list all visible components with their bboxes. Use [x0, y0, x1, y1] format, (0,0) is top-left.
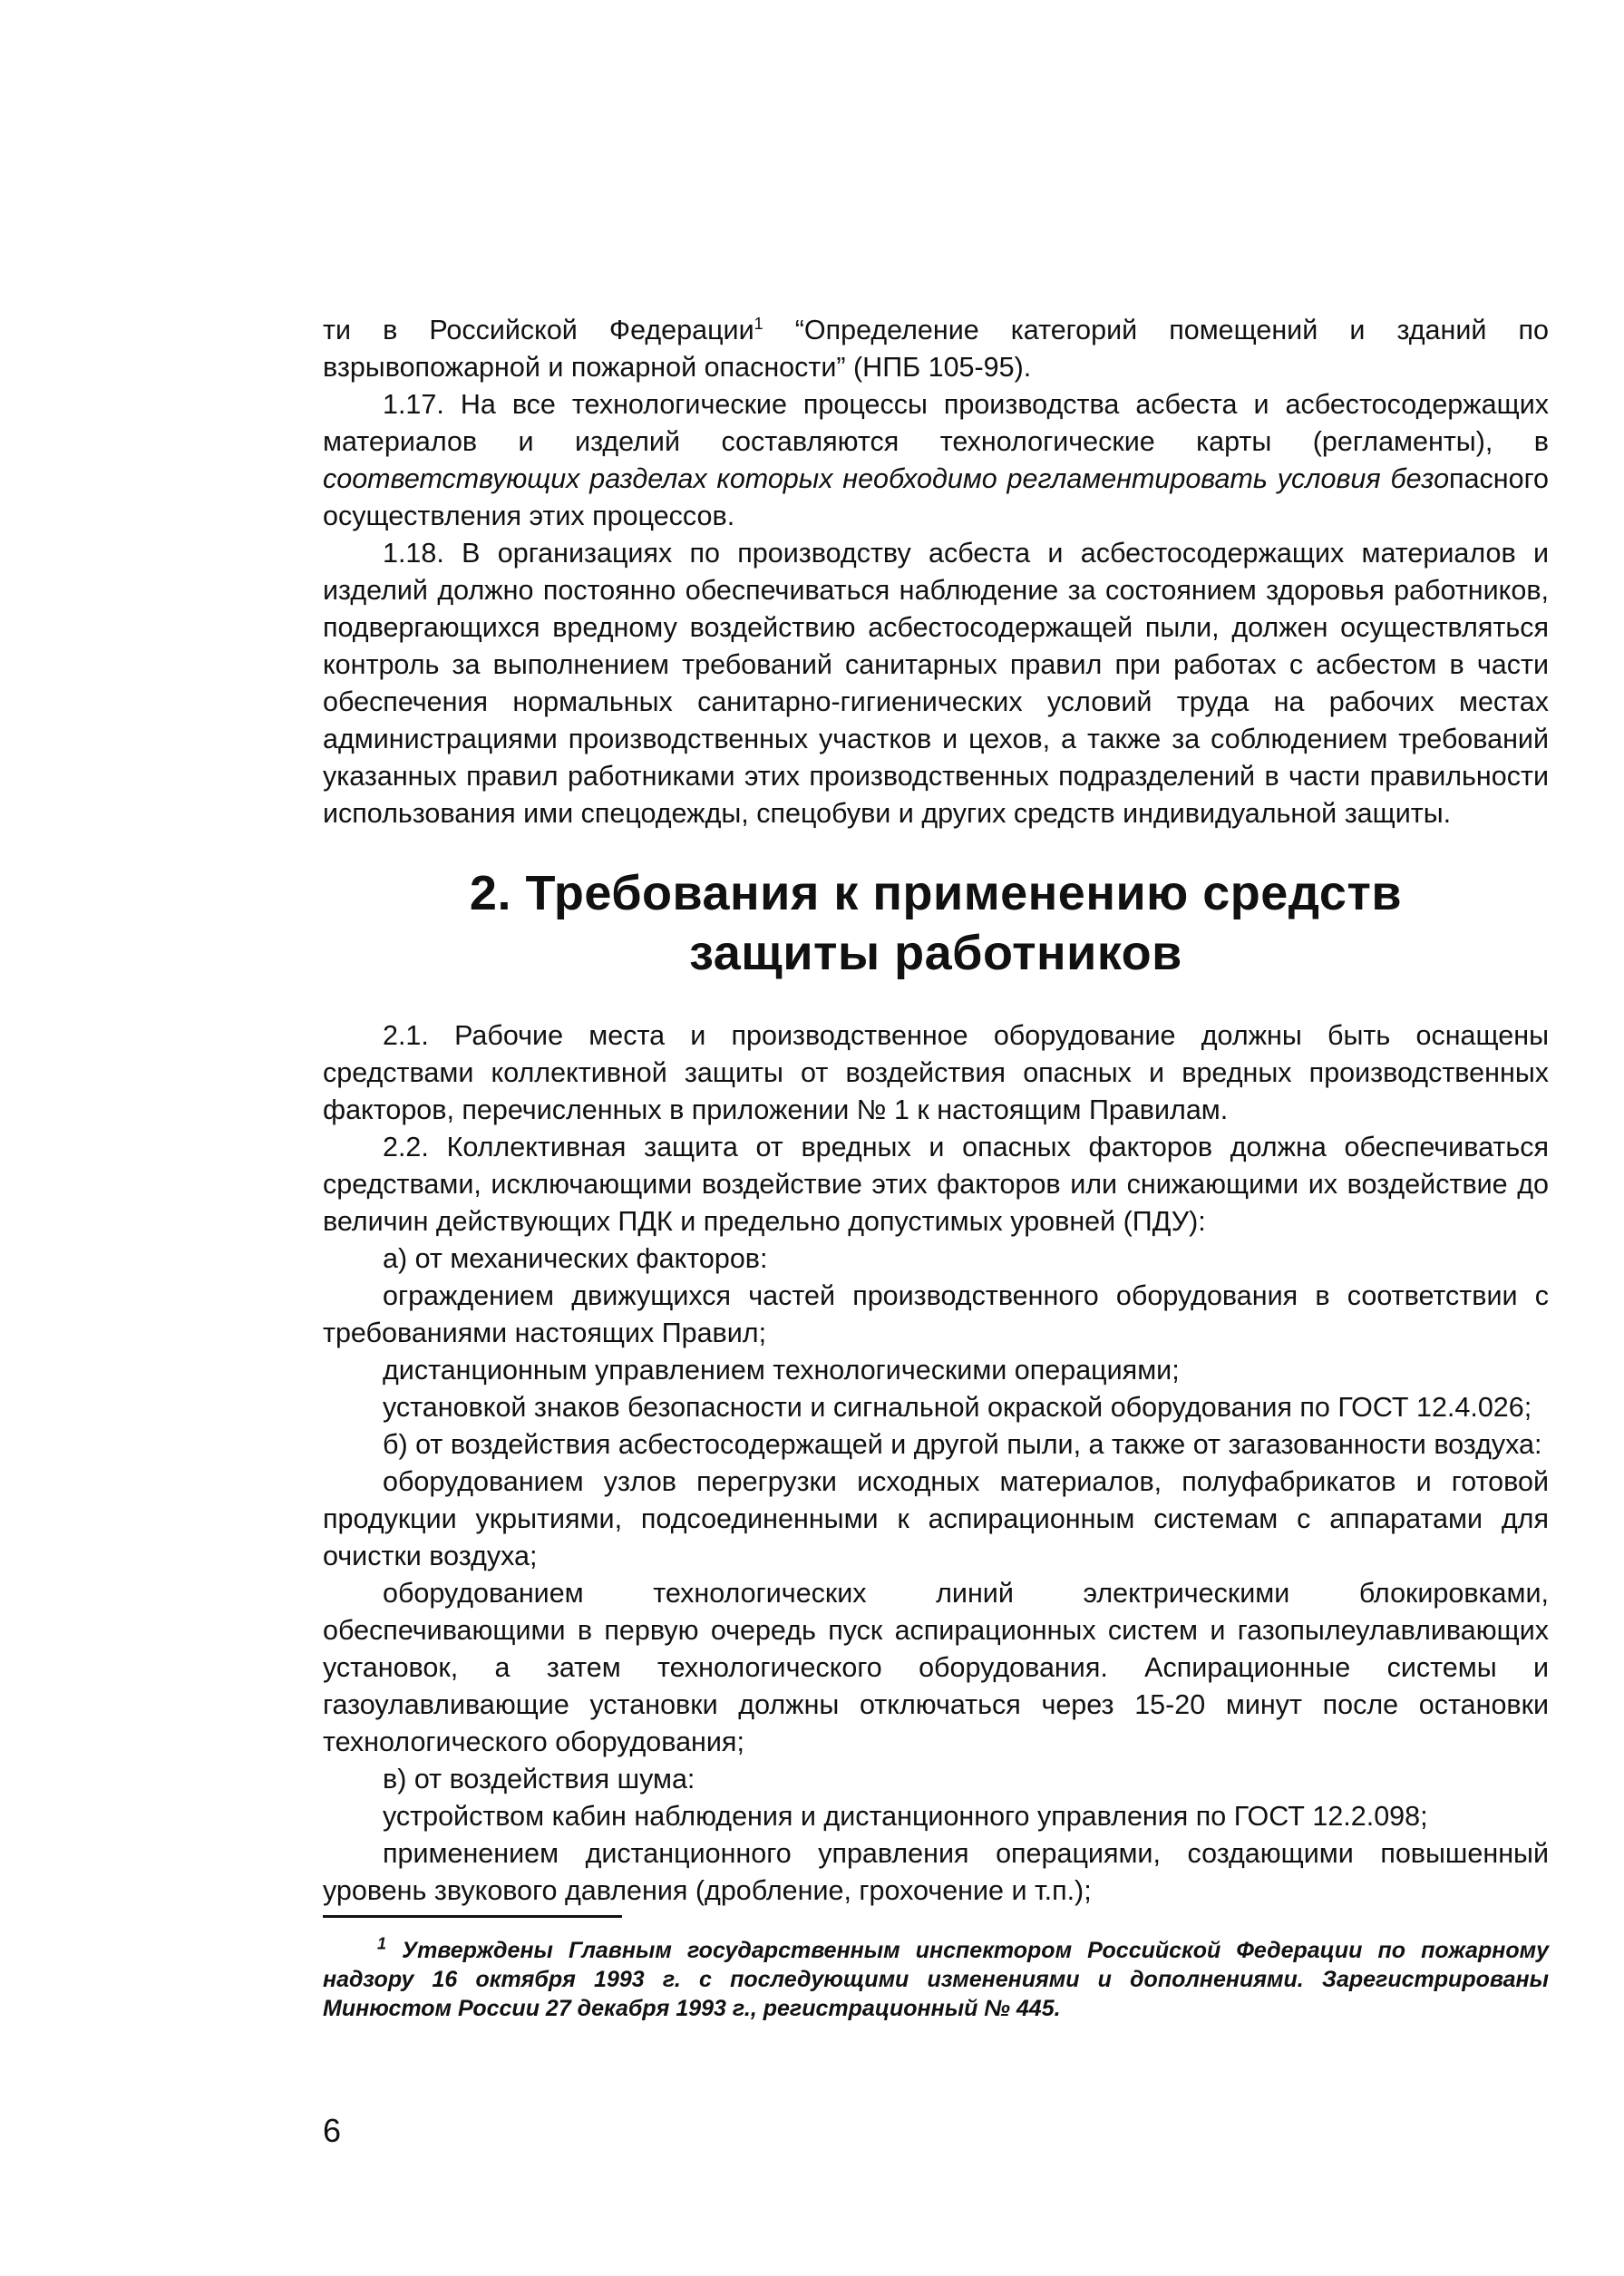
- paragraph-2-2: 2.2. Коллективная защита от вредных и опасных факторов должна обеспечиваться средствами, исключающими воздействие этих факторов или снижающими их воздействие до величин действующих ПДК и предельно допустимых уровней (ПДУ):: [323, 1132, 1549, 1237]
- page-body: [323, 312, 1549, 2023]
- section-heading: [323, 863, 1549, 983]
- paragraph-text: 1.17. На все технологические процессы производства асбеста и асбестосодержащих материалов и изделий составляются технологические карты (регламенты), в: [323, 389, 1549, 457]
- paragraph-text: “Определение категорий помещений и зданий по взрывопожарной и пожарной опасности” (НПБ 105-95).: [323, 315, 1549, 383]
- footnote-text: Утверждены Главным государственным инспектором Российской Федерации по пожарному надзору 16 октября 1993 г. с последующими изменениями и дополнениями. Зарегистрированы Минюстом России 27 декабря 1993 г., регистрационный № 445.: [323, 1938, 1549, 2021]
- footnote-divider: [323, 1915, 622, 1918]
- list-item: применением дистанционного управления операциями, создающими повышенный уровень звукового давления (дробление, грохочение и т.п.);: [323, 1838, 1549, 1906]
- page-number: 6: [323, 2112, 342, 2149]
- paragraph-1-17: [323, 386, 1549, 535]
- footnote-ref: 1: [754, 314, 763, 333]
- list-item-v: в) от воздействия шума:: [383, 1764, 695, 1795]
- list-item: дистанционным управлением технологическими операциями;: [383, 1355, 1180, 1386]
- list-item-a: а) от механических факторов:: [383, 1243, 768, 1274]
- list-item: ограждением движущихся частей производственного оборудования в соответствии с требованиями настоящих Правил;: [323, 1280, 1549, 1348]
- list-item-b: б) от воздействия асбестосодержащей и другой пыли, а также от загазованности воздуха:: [383, 1429, 1542, 1460]
- section-heading-line-2: защиты работников: [689, 926, 1182, 980]
- list-item: установкой знаков безопасности и сигнальной окраской оборудования по ГОСТ 12.4.026;: [383, 1392, 1532, 1423]
- paragraph-2-1: 2.1. Рабочие места и производственное оборудование должны быть оснащены средствами коллективной защиты от воздействия опасных и вредных производственных факторов, перечисленных в приложении № 1 к настоящим Правилам.: [323, 1020, 1549, 1125]
- section-heading-line-1: 2. Требования к применению средств: [469, 866, 1403, 920]
- paragraph-text: пасного осуществления этих процессов.: [323, 463, 1549, 531]
- footnote-marker: 1: [377, 1934, 387, 1953]
- paragraph-text: ти в Российской Федерации: [323, 315, 754, 345]
- list-item: оборудованием технологических линий электрическими блокировками, обеспечивающими в первую очередь пуск аспирационных систем и газопылеулавливающих установок, а затем технологического оборудования. Аспирационные системы и газоулавливающие установки должны отключаться через 15-20 минут после остановки технологического оборудования;: [323, 1578, 1549, 1757]
- list-item: оборудованием узлов перегрузки исходных материалов, полуфабрикатов и готовой продукции укрытиями, подсоединенными к аспирационным системам с аппаратами для очистки воздуха;: [323, 1466, 1549, 1571]
- list-item: устройством кабин наблюдения и дистанционного управления по ГОСТ 12.2.098;: [383, 1801, 1428, 1832]
- footnote: [323, 1936, 1549, 2023]
- paragraph-continuation: [323, 312, 1549, 386]
- paragraph-italic-text: соответствующих разделах которых необходимо регламентировать условия безо: [323, 463, 1450, 494]
- paragraph-1-18: 1.18. В организациях по производству асбеста и асбестосодержащих материалов и изделий должно постоянно обеспечиваться наблюдение за состоянием здоровья работников, подвергающихся вредному воздействию асбестосодержащей пыли, должен осуществляться контроль за выполнением требований санитарных правил при работах с асбестом в части обеспечения нормальных санитарно-гигиенических условий труда на рабочих местах администрациями производственных участков и цехов, а также за соблюдением требований указанных правил работниками этих производственных подразделений в части правильности использования ими спецодежды, спецобуви и других средств индивидуальной защиты.: [323, 538, 1549, 829]
